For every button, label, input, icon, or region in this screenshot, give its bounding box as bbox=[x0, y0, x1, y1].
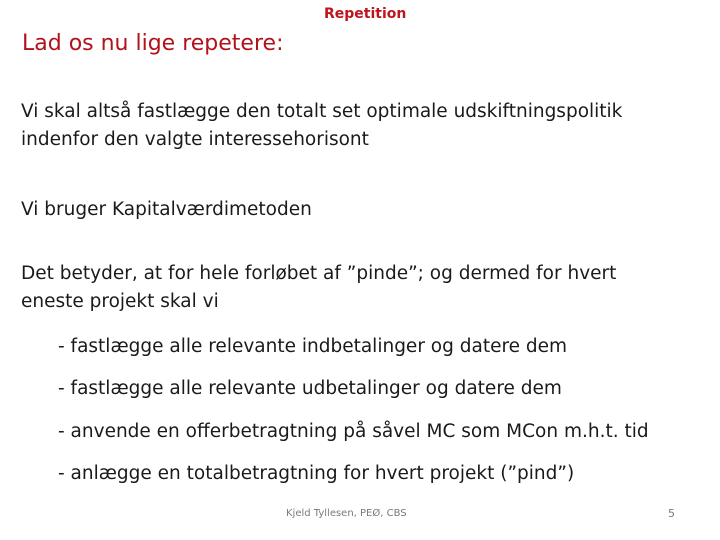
paragraph-purpose bbox=[21, 98, 701, 154]
section-label: Repetition bbox=[324, 6, 407, 22]
paragraph-line: Vi skal altså fastlægge den totalt set optimale udskiftningspolitik bbox=[21, 101, 623, 122]
bullet-item: - fastlægge alle relevante indbetalinger og datere dem bbox=[58, 336, 568, 357]
bullet-item: - anvende en offerbetragtning på såvel MC som MCon m.h.t. tid bbox=[58, 421, 649, 442]
page-number: 5 bbox=[668, 507, 675, 520]
footer-author: Kjeld Tyllesen, PEØ, CBS bbox=[286, 508, 407, 519]
slide-title: Lad os nu lige repetere: bbox=[22, 31, 284, 56]
paragraph-line: Vi bruger Kapitalværdimetoden bbox=[21, 199, 312, 220]
paragraph-method bbox=[21, 196, 701, 224]
paragraph-meaning bbox=[21, 260, 701, 316]
bullet-item: - anlægge en totalbetragtning for hvert projekt (”pind”) bbox=[58, 463, 575, 484]
bullet-item: - fastlægge alle relevante udbetalinger og datere dem bbox=[58, 378, 562, 399]
paragraph-line: eneste projekt skal vi bbox=[21, 291, 219, 312]
paragraph-line: Det betyder, at for hele forløbet af ”pinde”; og dermed for hvert bbox=[21, 263, 617, 284]
paragraph-line: indenfor den valgte interessehorisont bbox=[21, 129, 369, 150]
